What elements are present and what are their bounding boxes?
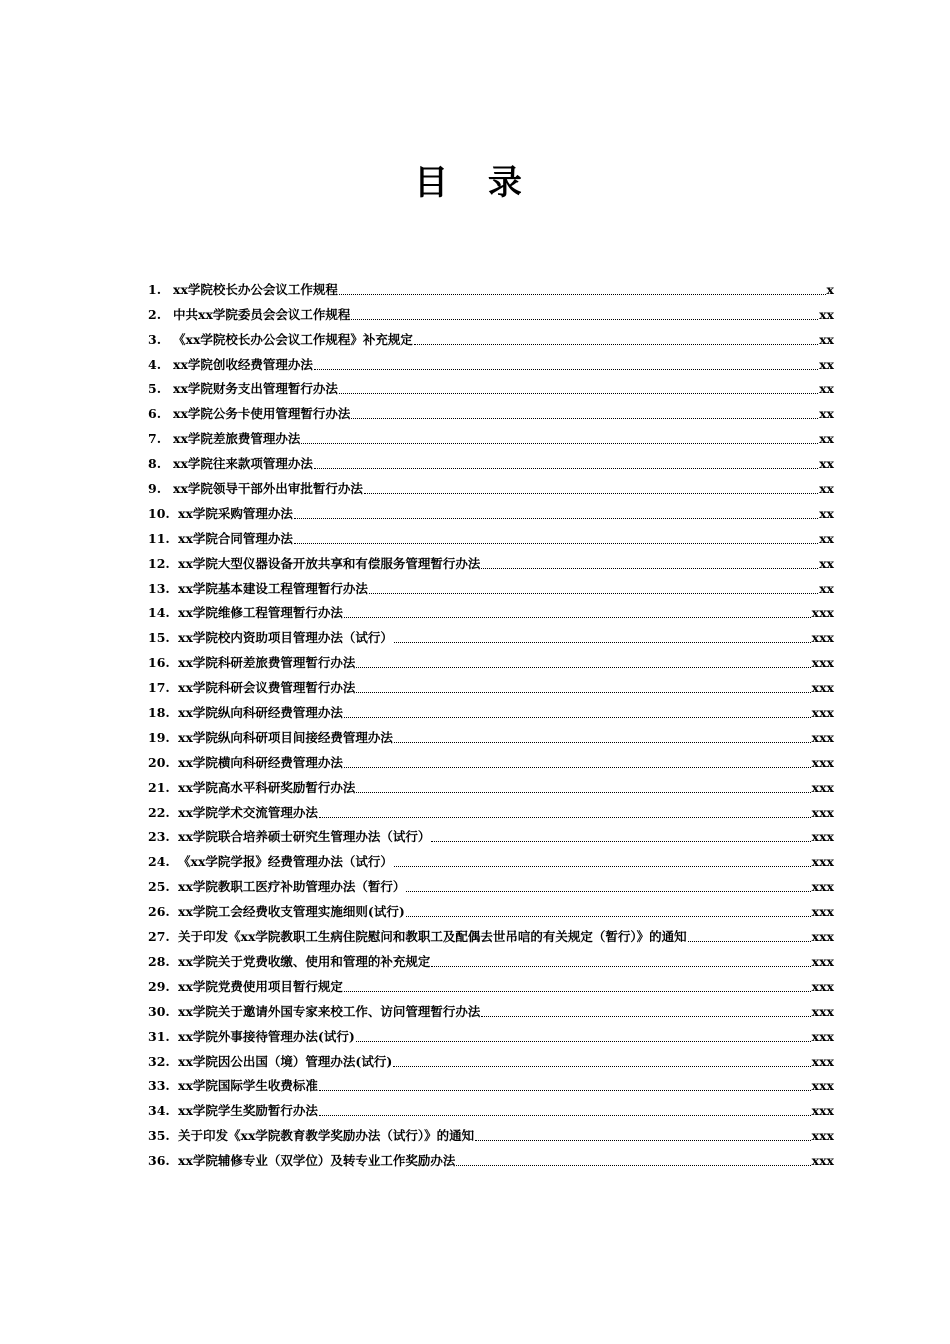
toc-entry[interactable]: [148, 1094, 834, 1119]
toc-entry[interactable]: [148, 671, 834, 696]
toc-entry[interactable]: [148, 1144, 834, 1169]
toc-entry[interactable]: [148, 597, 834, 622]
dot-leader: [356, 667, 810, 668]
toc-entry-page: xxx: [811, 978, 834, 994]
toc-entry-number: 19.: [148, 729, 170, 745]
dot-leader: [406, 891, 810, 892]
toc-entry-number: 33.: [148, 1078, 170, 1094]
toc-entry-title[interactable]: xx学院辅修专业（双学位）及转专业工作奖励办法: [178, 1153, 456, 1169]
toc-entry-page: xxx: [811, 705, 834, 721]
toc-entry-page: xx: [819, 356, 834, 372]
toc-entry-page: xxx: [811, 929, 834, 945]
dot-leader: [456, 1165, 810, 1166]
toc-entry-page: xx: [819, 456, 834, 472]
toc-entry-title[interactable]: xx学院教职工医疗补助管理办法（暂行）: [178, 879, 406, 895]
dot-leader: [394, 742, 811, 743]
toc-entry-title[interactable]: xx学院纵向科研经费管理办法: [178, 705, 343, 721]
toc-entry[interactable]: [148, 821, 834, 846]
toc-entry-page: xxx: [811, 879, 834, 895]
dot-leader: [344, 617, 811, 618]
dot-leader: [344, 991, 811, 992]
toc-entry[interactable]: [148, 721, 834, 746]
toc-entry-number: 36.: [148, 1153, 170, 1169]
toc-entry-page: xx: [819, 306, 834, 322]
dot-leader: [364, 493, 818, 494]
dot-leader: [319, 1090, 811, 1091]
toc-entry-number: 2.: [148, 306, 162, 322]
toc-entry-page: xxx: [811, 630, 834, 646]
toc-entry-page: xxx: [811, 1003, 834, 1019]
toc-entry-title[interactable]: xx学院高水平科研奖励暂行办法: [178, 779, 356, 795]
dot-leader: [431, 841, 810, 842]
toc-entry-title[interactable]: xx学院合同管理办法: [178, 530, 293, 546]
toc-entry[interactable]: [148, 920, 834, 945]
toc-entry-number: 31.: [148, 1028, 170, 1044]
toc-entry[interactable]: [148, 422, 834, 447]
toc-entry[interactable]: [148, 1070, 834, 1095]
toc-entry[interactable]: [148, 1045, 834, 1070]
toc-entry[interactable]: [148, 621, 834, 646]
toc-entry-number: 10.: [148, 505, 170, 521]
toc-entry-title[interactable]: xx学院校长办公会议工作规程: [173, 281, 338, 297]
toc-entry-title[interactable]: 关于印发《xx学院教职工生病住院慰问和教职工及配偶去世吊唁的有关规定（暂行）》的通知: [178, 929, 687, 945]
toc-entry-number: 21.: [148, 779, 170, 795]
toc-entry-title[interactable]: xx学院大型仪器设备开放共享和有偿服务管理暂行办法: [178, 555, 481, 571]
dot-leader: [344, 717, 811, 718]
toc-entry-page: xxx: [811, 1103, 834, 1119]
dot-leader: [344, 767, 811, 768]
toc-entry-page: xxx: [811, 829, 834, 845]
toc-entry-title[interactable]: xx学院关于邀请外国专家来校工作、访问管理暂行办法: [178, 1003, 481, 1019]
toc-entry-number: 32.: [148, 1053, 170, 1069]
toc-entry-number: 14.: [148, 605, 170, 621]
dot-leader: [394, 642, 811, 643]
toc-entry-title[interactable]: xx学院公务卡使用管理暂行办法: [173, 406, 351, 422]
toc-entry-title[interactable]: xx学院科研差旅费管理暂行办法: [178, 655, 356, 671]
toc-entry-page: xxx: [811, 680, 834, 696]
toc-entry-number: 22.: [148, 804, 170, 820]
toc-entry[interactable]: [148, 522, 834, 547]
toc-entry-page: xxx: [811, 779, 834, 795]
toc-entry-number: 13.: [148, 580, 170, 596]
toc-entry-number: 26.: [148, 904, 170, 920]
dot-leader: [319, 1115, 811, 1116]
toc-entry[interactable]: [148, 447, 834, 472]
toc-entry[interactable]: [148, 1020, 834, 1045]
toc-entry-title[interactable]: xx学院维修工程管理暂行办法: [178, 605, 343, 621]
toc-entry-number: 6.: [148, 406, 162, 422]
toc-entry-page: xxx: [811, 1028, 834, 1044]
dot-leader: [351, 418, 818, 419]
toc-entry-title[interactable]: xx学院采购管理办法: [178, 505, 293, 521]
toc-entry-number: 34.: [148, 1103, 170, 1119]
toc-entry-page: xx: [819, 331, 834, 347]
toc-entry[interactable]: [148, 323, 834, 348]
toc-entry-number: 4.: [148, 356, 162, 372]
toc-entry-number: 24.: [148, 854, 170, 870]
toc-entry-title[interactable]: xx学院领导干部外出审批暂行办法: [173, 481, 363, 497]
toc-entry[interactable]: [148, 696, 834, 721]
dot-leader: [294, 543, 818, 544]
toc-entry-number: 17.: [148, 680, 170, 696]
toc-entry-page: xxx: [811, 1128, 834, 1144]
toc-entry[interactable]: [148, 895, 834, 920]
toc-entry-title[interactable]: xx学院创收经费管理办法: [173, 356, 313, 372]
dot-leader: [356, 1041, 811, 1042]
toc-entry-page: xxx: [811, 804, 834, 820]
toc-entry-page: xx: [819, 505, 834, 521]
toc-entry-title[interactable]: xx学院外事接待管理办法(试行): [178, 1028, 355, 1044]
toc-entry[interactable]: [148, 1119, 834, 1144]
dot-leader: [406, 916, 811, 917]
dot-leader: [481, 568, 818, 569]
dot-leader: [314, 468, 818, 469]
toc-entry-title[interactable]: xx学院纵向科研项目间接经费管理办法: [178, 729, 393, 745]
dot-leader: [431, 966, 810, 967]
toc-entry-page: xxx: [811, 854, 834, 870]
toc-entry-title[interactable]: xx学院联合培养硕士研究生管理办法（试行）: [178, 829, 431, 845]
toc-entry[interactable]: [148, 796, 834, 821]
toc-entry-title[interactable]: xx学院科研会议费管理暂行办法: [178, 680, 356, 696]
toc-entry[interactable]: [148, 572, 834, 597]
toc-entry-title[interactable]: xx学院往来款项管理办法: [173, 456, 313, 472]
toc-entry[interactable]: [148, 497, 834, 522]
toc-entry-title[interactable]: 《xx学院校长办公会议工作规程》补充规定: [173, 331, 413, 347]
toc-entry-page: xxx: [811, 953, 834, 969]
toc-entry[interactable]: [148, 970, 834, 995]
toc-entry-page: x: [826, 281, 834, 297]
toc-entry-title[interactable]: xx学院差旅费管理办法: [173, 431, 301, 447]
dot-leader: [339, 393, 818, 394]
toc-entry-title[interactable]: xx学院因公出国（境）管理办法(试行): [178, 1053, 393, 1069]
toc-entry-page: xx: [819, 381, 834, 397]
dot-leader: [351, 319, 818, 320]
toc-entry-number: 11.: [148, 530, 170, 546]
toc-entry[interactable]: [148, 397, 834, 422]
toc-entry[interactable]: [148, 273, 834, 298]
dot-leader: [356, 792, 810, 793]
dot-leader: [301, 443, 818, 444]
toc-entry-number: 9.: [148, 481, 162, 497]
toc-entry-page: xx: [819, 481, 834, 497]
dot-leader: [475, 1140, 810, 1141]
toc-entry[interactable]: [148, 870, 834, 895]
toc-entry-number: 8.: [148, 456, 162, 472]
dot-leader: [393, 1066, 810, 1067]
toc-entry[interactable]: [148, 771, 834, 796]
dot-leader: [319, 817, 811, 818]
toc-entry-page: xxx: [811, 655, 834, 671]
toc-entry-number: 30.: [148, 1003, 170, 1019]
dot-leader: [688, 941, 811, 942]
table-of-contents: [148, 273, 834, 1169]
toc-entry-title[interactable]: 关于印发《xx学院教育教学奖励办法（试行）》的通知: [178, 1128, 475, 1144]
dot-leader: [394, 866, 811, 867]
toc-entry[interactable]: [148, 845, 834, 870]
toc-entry-title[interactable]: 中共xx学院委员会会议工作规程: [173, 306, 351, 322]
toc-entry-number: 12.: [148, 555, 170, 571]
toc-entry-number: 15.: [148, 630, 170, 646]
dot-leader: [369, 593, 818, 594]
toc-entry-number: 7.: [148, 431, 162, 447]
toc-entry-title[interactable]: xx学院工会经费收支管理实施细则(试行): [178, 904, 405, 920]
toc-title: 目 录: [414, 163, 536, 203]
toc-entry-number: 1.: [148, 281, 162, 297]
toc-entry-number: 27.: [148, 929, 170, 945]
toc-entry-page: xx: [819, 406, 834, 422]
dot-leader: [339, 294, 826, 295]
toc-entry-page: xxx: [811, 1078, 834, 1094]
toc-entry-title[interactable]: xx学院关于党费收缴、使用和管理的补充规定: [178, 953, 431, 969]
toc-entry-page: xx: [819, 530, 834, 546]
toc-entry-title[interactable]: xx学院横向科研经费管理办法: [178, 754, 343, 770]
toc-entry-number: 35.: [148, 1128, 170, 1144]
toc-entry-title[interactable]: xx学院国际学生收费标准: [178, 1078, 318, 1094]
toc-entry-number: 23.: [148, 829, 170, 845]
toc-entry-page: xx: [819, 580, 834, 596]
toc-entry-title[interactable]: xx学院学术交流管理办法: [178, 804, 318, 820]
toc-entry[interactable]: [148, 547, 834, 572]
dot-leader: [356, 692, 810, 693]
toc-entry[interactable]: [148, 945, 834, 970]
toc-entry-page: xx: [819, 431, 834, 447]
toc-entry[interactable]: [148, 646, 834, 671]
toc-entry-page: xxx: [811, 605, 834, 621]
toc-entry-title[interactable]: xx学院基本建设工程管理暂行办法: [178, 580, 368, 596]
toc-entry-number: 20.: [148, 754, 170, 770]
toc-entry-page: xxx: [811, 904, 834, 920]
toc-entry-title[interactable]: xx学院财务支出管理暂行办法: [173, 381, 338, 397]
toc-entry-number: 29.: [148, 978, 170, 994]
toc-entry[interactable]: [148, 472, 834, 497]
toc-entry[interactable]: [148, 995, 834, 1020]
toc-entry[interactable]: [148, 298, 834, 323]
toc-entry-page: xxx: [811, 1153, 834, 1169]
toc-entry-page: xx: [819, 555, 834, 571]
toc-entry-page: xxx: [811, 729, 834, 745]
toc-entry-number: 5.: [148, 381, 162, 397]
dot-leader: [314, 369, 818, 370]
dot-leader: [294, 518, 818, 519]
toc-entry-title[interactable]: 《xx学院学报》经费管理办法（试行）: [178, 854, 393, 870]
toc-entry-page: xxx: [811, 754, 834, 770]
toc-entry-number: 28.: [148, 953, 170, 969]
toc-entry-title[interactable]: xx学院党费使用项目暂行规定: [178, 978, 343, 994]
toc-entry-title[interactable]: xx学院学生奖励暂行办法: [178, 1103, 318, 1119]
toc-entry-title[interactable]: xx学院校内资助项目管理办法（试行）: [178, 630, 393, 646]
toc-entry[interactable]: [148, 746, 834, 771]
toc-entry[interactable]: [148, 348, 834, 373]
dot-leader: [481, 1016, 810, 1017]
toc-entry-number: 25.: [148, 879, 170, 895]
dot-leader: [414, 344, 818, 345]
toc-entry[interactable]: [148, 373, 834, 398]
toc-entry-number: 3.: [148, 331, 162, 347]
toc-entry-number: 16.: [148, 655, 170, 671]
toc-entry-number: 18.: [148, 705, 170, 721]
toc-entry-page: xxx: [811, 1053, 834, 1069]
